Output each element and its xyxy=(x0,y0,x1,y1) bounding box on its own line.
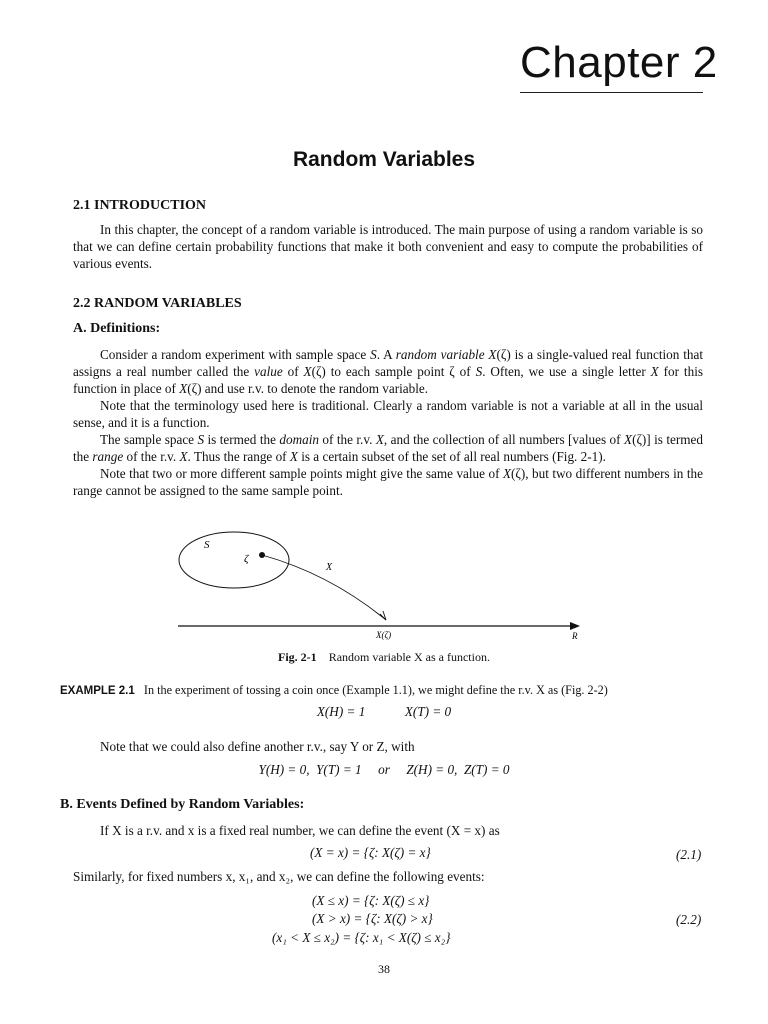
equation-2-1: (X = x) = {ζ: X(ζ) = x} xyxy=(310,845,431,860)
page-title: Random Variables xyxy=(292,148,476,171)
events-similarly: Similarly, for fixed numbers x, x₁, and x₂, we can define the following events: xyxy=(73,869,485,884)
equation-number-2-1: (2.1) xyxy=(676,847,702,862)
definitions-paragraph-2: Note that the terminology used here is traditional. Clearly a random variable is not a variable at all in the usual sense, and it is a function. xyxy=(73,398,703,430)
events-intro-text: If X is a r.v. and x is a fixed real number, we can define the event (X = x) as xyxy=(100,823,500,838)
introduction-text: In this chapter, the concept of a random variable is introduced. The main purpose of using a random variable is so that we can define certain probability functions that make it both convenient and easy to compute the probabilities of various events. xyxy=(73,222,703,271)
equation-number-2-2: (2.2) xyxy=(676,912,702,927)
example-text: In the experiment of tossing a coin once (Example 1.1), we might define the r.v. X as (Fig. 2-2) xyxy=(143,683,608,697)
label-S: S xyxy=(204,539,210,551)
introduction-paragraph xyxy=(73,221,703,272)
equation-2-2c: (x₁ < X ≤ x₂) = {ζ: x₁ < X(ζ) ≤ x₂} xyxy=(272,930,451,945)
section-heading-introduction: 2.1 INTRODUCTION xyxy=(73,198,207,213)
chapter-rule xyxy=(520,92,703,93)
figure-caption-text: Random variable X as a function. xyxy=(328,650,490,664)
example-note-text: Note that we could also define another r.v., say Y or Z, with xyxy=(100,739,415,754)
axis-arrowhead xyxy=(570,622,580,630)
example-equation-2: Y(H) = 0, Y(T) = 1 or Z(H) = 0, Z(T) = 0 xyxy=(258,762,510,777)
definitions-paragraph-4: Note that two or more different sample points might give the same value of X(ζ), but two different numbers in the range cannot be assigned to the same sample point. xyxy=(73,466,703,498)
equation-2-2b: (X > x) = {ζ: X(ζ) > x} xyxy=(312,911,433,926)
figure-caption xyxy=(0,650,768,665)
figure-2-1 xyxy=(170,522,590,642)
label-X: X xyxy=(326,562,333,573)
label-X-of-zeta: X(ζ) xyxy=(376,630,392,640)
sample-space-ellipse xyxy=(179,532,289,588)
chapter-heading: Chapter 2 xyxy=(520,38,718,87)
example-equation-1: X(H) = 1 X(T) = 0 xyxy=(316,704,452,719)
example-label: EXAMPLE 2.1 xyxy=(60,685,135,697)
figure-number: Fig. 2-1 xyxy=(278,650,317,664)
example-note xyxy=(73,738,703,755)
section-heading-random-variables: 2.2 RANDOM VARIABLES xyxy=(73,296,242,311)
label-R: R xyxy=(572,631,578,641)
events-intro xyxy=(73,822,703,839)
equation-2-2a: (X ≤ x) = {ζ: X(ζ) ≤ x} xyxy=(312,893,430,908)
definitions-body xyxy=(73,346,703,499)
definitions-paragraph-3: The sample space S is termed the domain of the r.v. X, and the collection of all numbers [values of X(ζ)] is termed the range of the r.v. X. Thus the range of X is a certain subset of the set of all real numbers (Fig. 2-1). xyxy=(73,432,703,464)
example-2-1 xyxy=(60,683,710,698)
label-zeta: ζ xyxy=(244,553,249,565)
page-number: 38 xyxy=(378,962,390,976)
subsection-heading-events: B. Events Defined by Random Variables: xyxy=(60,797,305,812)
mapping-curve xyxy=(262,555,386,620)
subsection-heading-definitions: A. Definitions: xyxy=(73,321,161,336)
definitions-paragraph-1: Consider a random experiment with sample space S. A random variable X(ζ) is a single-valued real function that assigns a real number called the value of X(ζ) to each sample point ζ of S. Often, we use a single letter X for this function in place of X(ζ) and use r.v. to denote the random variable. xyxy=(73,347,703,396)
mapping-arrowhead xyxy=(380,611,386,620)
